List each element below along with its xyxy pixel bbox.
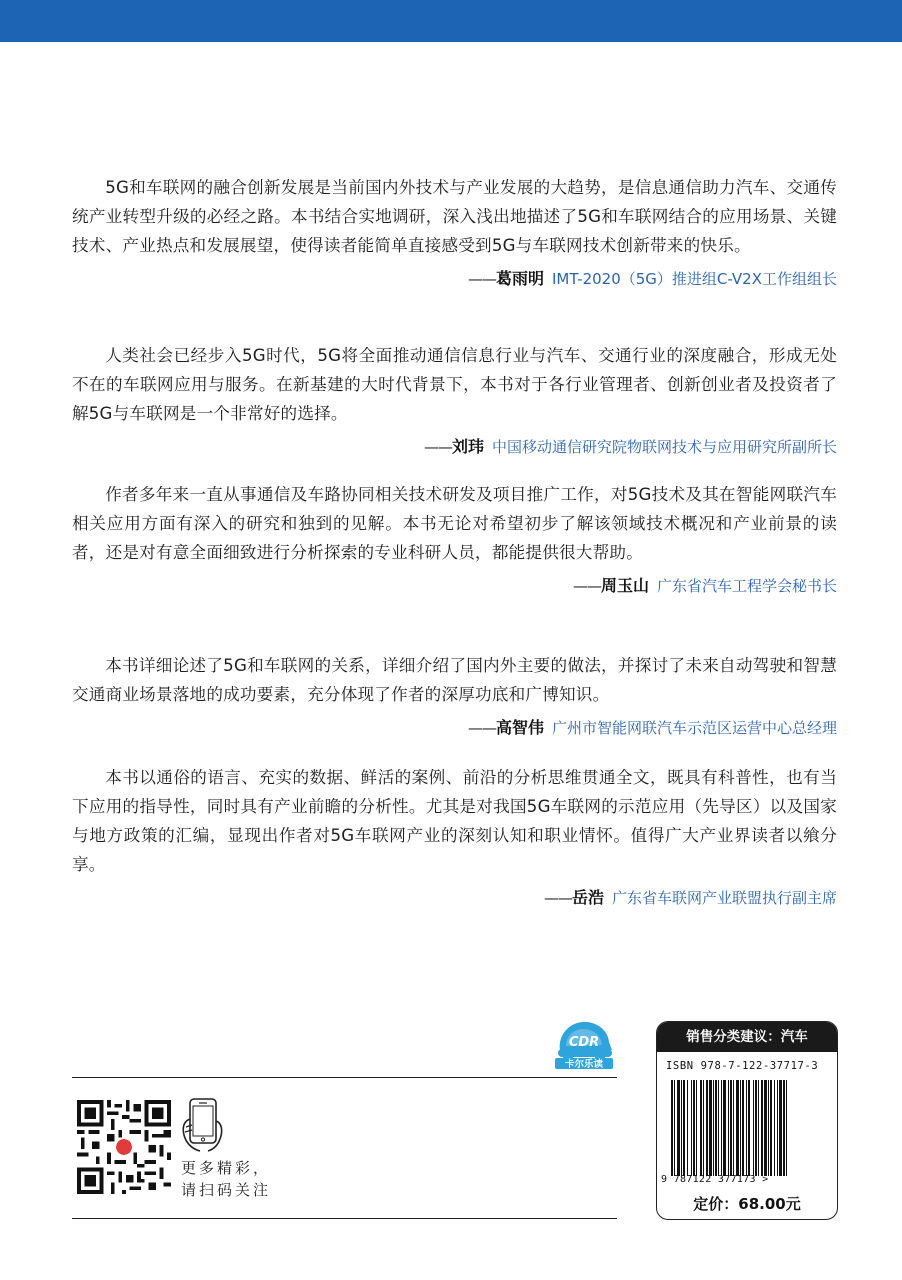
attribution-dash: —— — [467, 719, 496, 737]
reviewer-title: 中国移动通信研究院物联网技术与应用研究所副所长 — [491, 438, 837, 456]
logo-subtext: 卡尔乐读 — [564, 1059, 604, 1070]
reviewer-title: 广州市智能网联汽车示范区运营中心总经理 — [551, 719, 837, 737]
review-text: 5G和车联网的融合创新发展是当前国内外技术与产业发展的大趋势，是信息通信助力汽车、交通传统产业转型升级的必经之路。本书结合实地调研，深入浅出地描述了5G和车联网结合的应用场景、关键技术、产业热点和发展展望，使得读者能简单直接感受到5G与车联网技术创新带来的快乐。 — [72, 178, 837, 255]
review-attribution — [72, 717, 837, 739]
car-logo — [552, 1016, 616, 1070]
attribution-dash: —— — [467, 270, 496, 288]
isbn-barcode — [671, 1080, 823, 1176]
review-1 — [72, 173, 837, 290]
reviewer-name: 葛雨明 — [495, 269, 544, 288]
phone-scan-icon — [176, 1097, 226, 1153]
follow-line-1: 更多精彩， — [181, 1159, 272, 1177]
review-attribution — [72, 887, 837, 909]
top-color-band — [0, 0, 902, 42]
reviewer-name: 刘玮 — [451, 437, 484, 456]
review-text: 人类社会已经步入5G时代，5G将全面推动通信信息行业与汽车、交通行业的深度融合，形成无处不在的车联网应用与服务。在新基建的大时代背景下，本书对于各行业管理者、创新创业者及投资者了解5G与车联网是一个非常好的选择。 — [72, 346, 837, 423]
divider-bottom — [72, 1218, 617, 1219]
reviewer-title: 广东省汽车工程学会秘书长 — [656, 577, 837, 595]
review-4 — [72, 651, 837, 739]
divider-top — [72, 1077, 617, 1078]
review-5 — [72, 763, 837, 909]
barcode-digits: 9 787122 377173 > — [661, 1174, 769, 1185]
review-attribution — [72, 436, 837, 458]
reviewer-name: 周玉山 — [600, 576, 649, 595]
logo-text: CDR — [568, 1035, 600, 1050]
review-text: 本书以通俗的语言、充实的数据、鲜活的案例、前沿的分析思维贯通全文，既具有科普性，也有当下应用的指导性，同时具有产业前瞻的分析性。尤其是对我国5G车联网的示范应用（先导区）以及国家与地方政策的汇编，显现出作者对5G车联网产业的深刻认知和职业情怀。值得广大产业界读者以飨分享。 — [72, 768, 837, 874]
book-price: 定价：68.00元 — [693, 1195, 801, 1213]
isbn-number: ISBN 978-7-122-37717-3 — [666, 1060, 819, 1072]
review-text: 作者多年来一直从事通信及车路协同相关技术研发及项目推广工作，对5G技术及其在智能网联汽车相关应用方面有深入的研究和独到的见解。本书无论对希望初步了解该领域技术概况和产业前景的读者，还是对有意全面细致进行分析探索的专业科研人员，都能提供很大帮助。 — [72, 485, 837, 562]
review-attribution — [72, 575, 837, 597]
price-isbn-box — [656, 1021, 838, 1220]
review-text: 本书详细论述了5G和车联网的关系，详细介绍了国内外主要的做法，并探讨了未来自动驾驶和智慧交通商业场景落地的成功要素，充分体现了作者的深厚功底和广博知识。 — [72, 656, 837, 704]
reviewer-title: IMT-2020（5G）推进组C-V2X工作组组长 — [552, 270, 837, 288]
follow-prompt — [181, 1157, 271, 1201]
reviewer-name: 岳浩 — [571, 888, 604, 907]
attribution-dash: —— — [423, 438, 452, 456]
reviewer-name: 高智伟 — [495, 718, 544, 737]
review-2 — [72, 341, 837, 458]
review-3 — [72, 480, 837, 597]
reviewer-title: 广东省车联网产业联盟执行副主席 — [611, 889, 837, 907]
review-attribution — [72, 268, 837, 290]
attribution-dash: —— — [543, 889, 572, 907]
sales-category: 销售分类建议：汽车 — [657, 1022, 837, 1052]
follow-line-2: 请扫码关注 — [181, 1181, 272, 1199]
attribution-dash: —— — [572, 577, 601, 595]
qr-code — [77, 1100, 171, 1194]
